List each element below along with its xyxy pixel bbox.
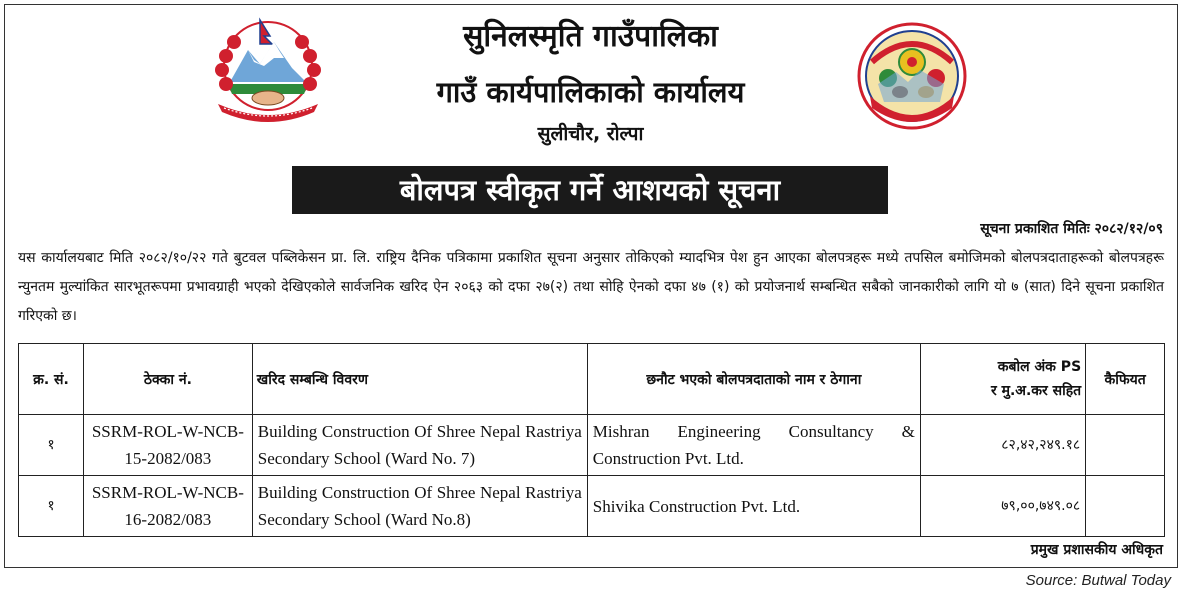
office-address: सुलीचौर, रोल्पा (537, 123, 644, 145)
row-description: Building Construction Of Shree Nepal Rastriya Secondary School (Ward No.8) (252, 476, 587, 537)
header-contract-no: ठेक्का नं. (83, 344, 252, 415)
table-row (19, 415, 1165, 476)
header-description: खरिद सम्बन्धि विवरण (252, 344, 587, 415)
row-amount: ७९,००,७४९.०८ (920, 476, 1085, 537)
header-amount (920, 344, 1085, 415)
table-row (19, 476, 1165, 537)
header-amount-line1: कबोल अंक PS (997, 359, 1082, 375)
row-sn: १ (19, 415, 84, 476)
row-contract-no: SSRM-ROL-W-NCB-16-2082/083 (83, 476, 252, 537)
header-remarks: कैफियत (1086, 344, 1165, 415)
published-date: सूचना प्रकाशित मितिः २०८२/१२/०९ (980, 221, 1163, 237)
row-bidder: Shivika Construction Pvt. Ltd. (587, 476, 920, 537)
row-bidder: Mishran Engineering Consultancy & Construction Pvt. Ltd. (587, 415, 920, 476)
row-remarks (1086, 415, 1165, 476)
municipality-name: सुनिलस्मृति गाउँपालिका (463, 19, 718, 54)
source-credit: Source: Butwal Today (1025, 572, 1171, 589)
table-header-row (19, 344, 1165, 415)
header-sn: क्र. सं. (19, 344, 84, 415)
bid-table (18, 343, 1165, 537)
row-sn: १ (19, 476, 84, 537)
notice-title-banner: बोलपत्र स्वीकृत गर्ने आशयको सूचना (292, 166, 888, 214)
signature-designation: प्रमुख प्रशासकीय अधिकृत (1030, 542, 1163, 558)
header-bidder: छनौट भएको बोलपत्रदाताको नाम र ठेगाना (587, 344, 920, 415)
row-amount: ८२,४२,२४९.१८ (920, 415, 1085, 476)
row-contract-no: SSRM-ROL-W-NCB-15-2082/083 (83, 415, 252, 476)
notice-body-text: यस कार्यालयबाट मिति २०८२/१०/२२ गते बुटवल पब्लिकेसन प्रा. लि. राष्ट्रिय दैनिक पत्रिकामा प्रकाशित सूचना अनुसार तोकिएको म्यादभित्र पेश हुन आएका बोलपत्रहरू मध्ये तपसिल बमोजिमको बोलपत्रदाताहरूको बोलपत्रहरू न्युनतम मुल्यांकित सारभूतरूपमा प्रभावग्राही भएको देखिएकोले सार्वजनिक खरिद ऐन २०६३ को दफा २७(२) तथा सोहि ऐनको दफा ४७ (१) को प्रयोजनार्थ सम्बन्धित सबैको जानकारीको लागि यो ७ (सात) दिने सूचना प्रकाशित गरिएको छ। (18, 250, 1164, 324)
header-amount-line2: र मु.अ.कर सहित (990, 383, 1082, 399)
row-remarks (1086, 476, 1165, 537)
row-description: Building Construction Of Shree Nepal Rastriya Secondary School (Ward No. 7) (252, 415, 587, 476)
office-name: गाउँ कार्यपालिकाको कार्यालय (436, 75, 745, 109)
